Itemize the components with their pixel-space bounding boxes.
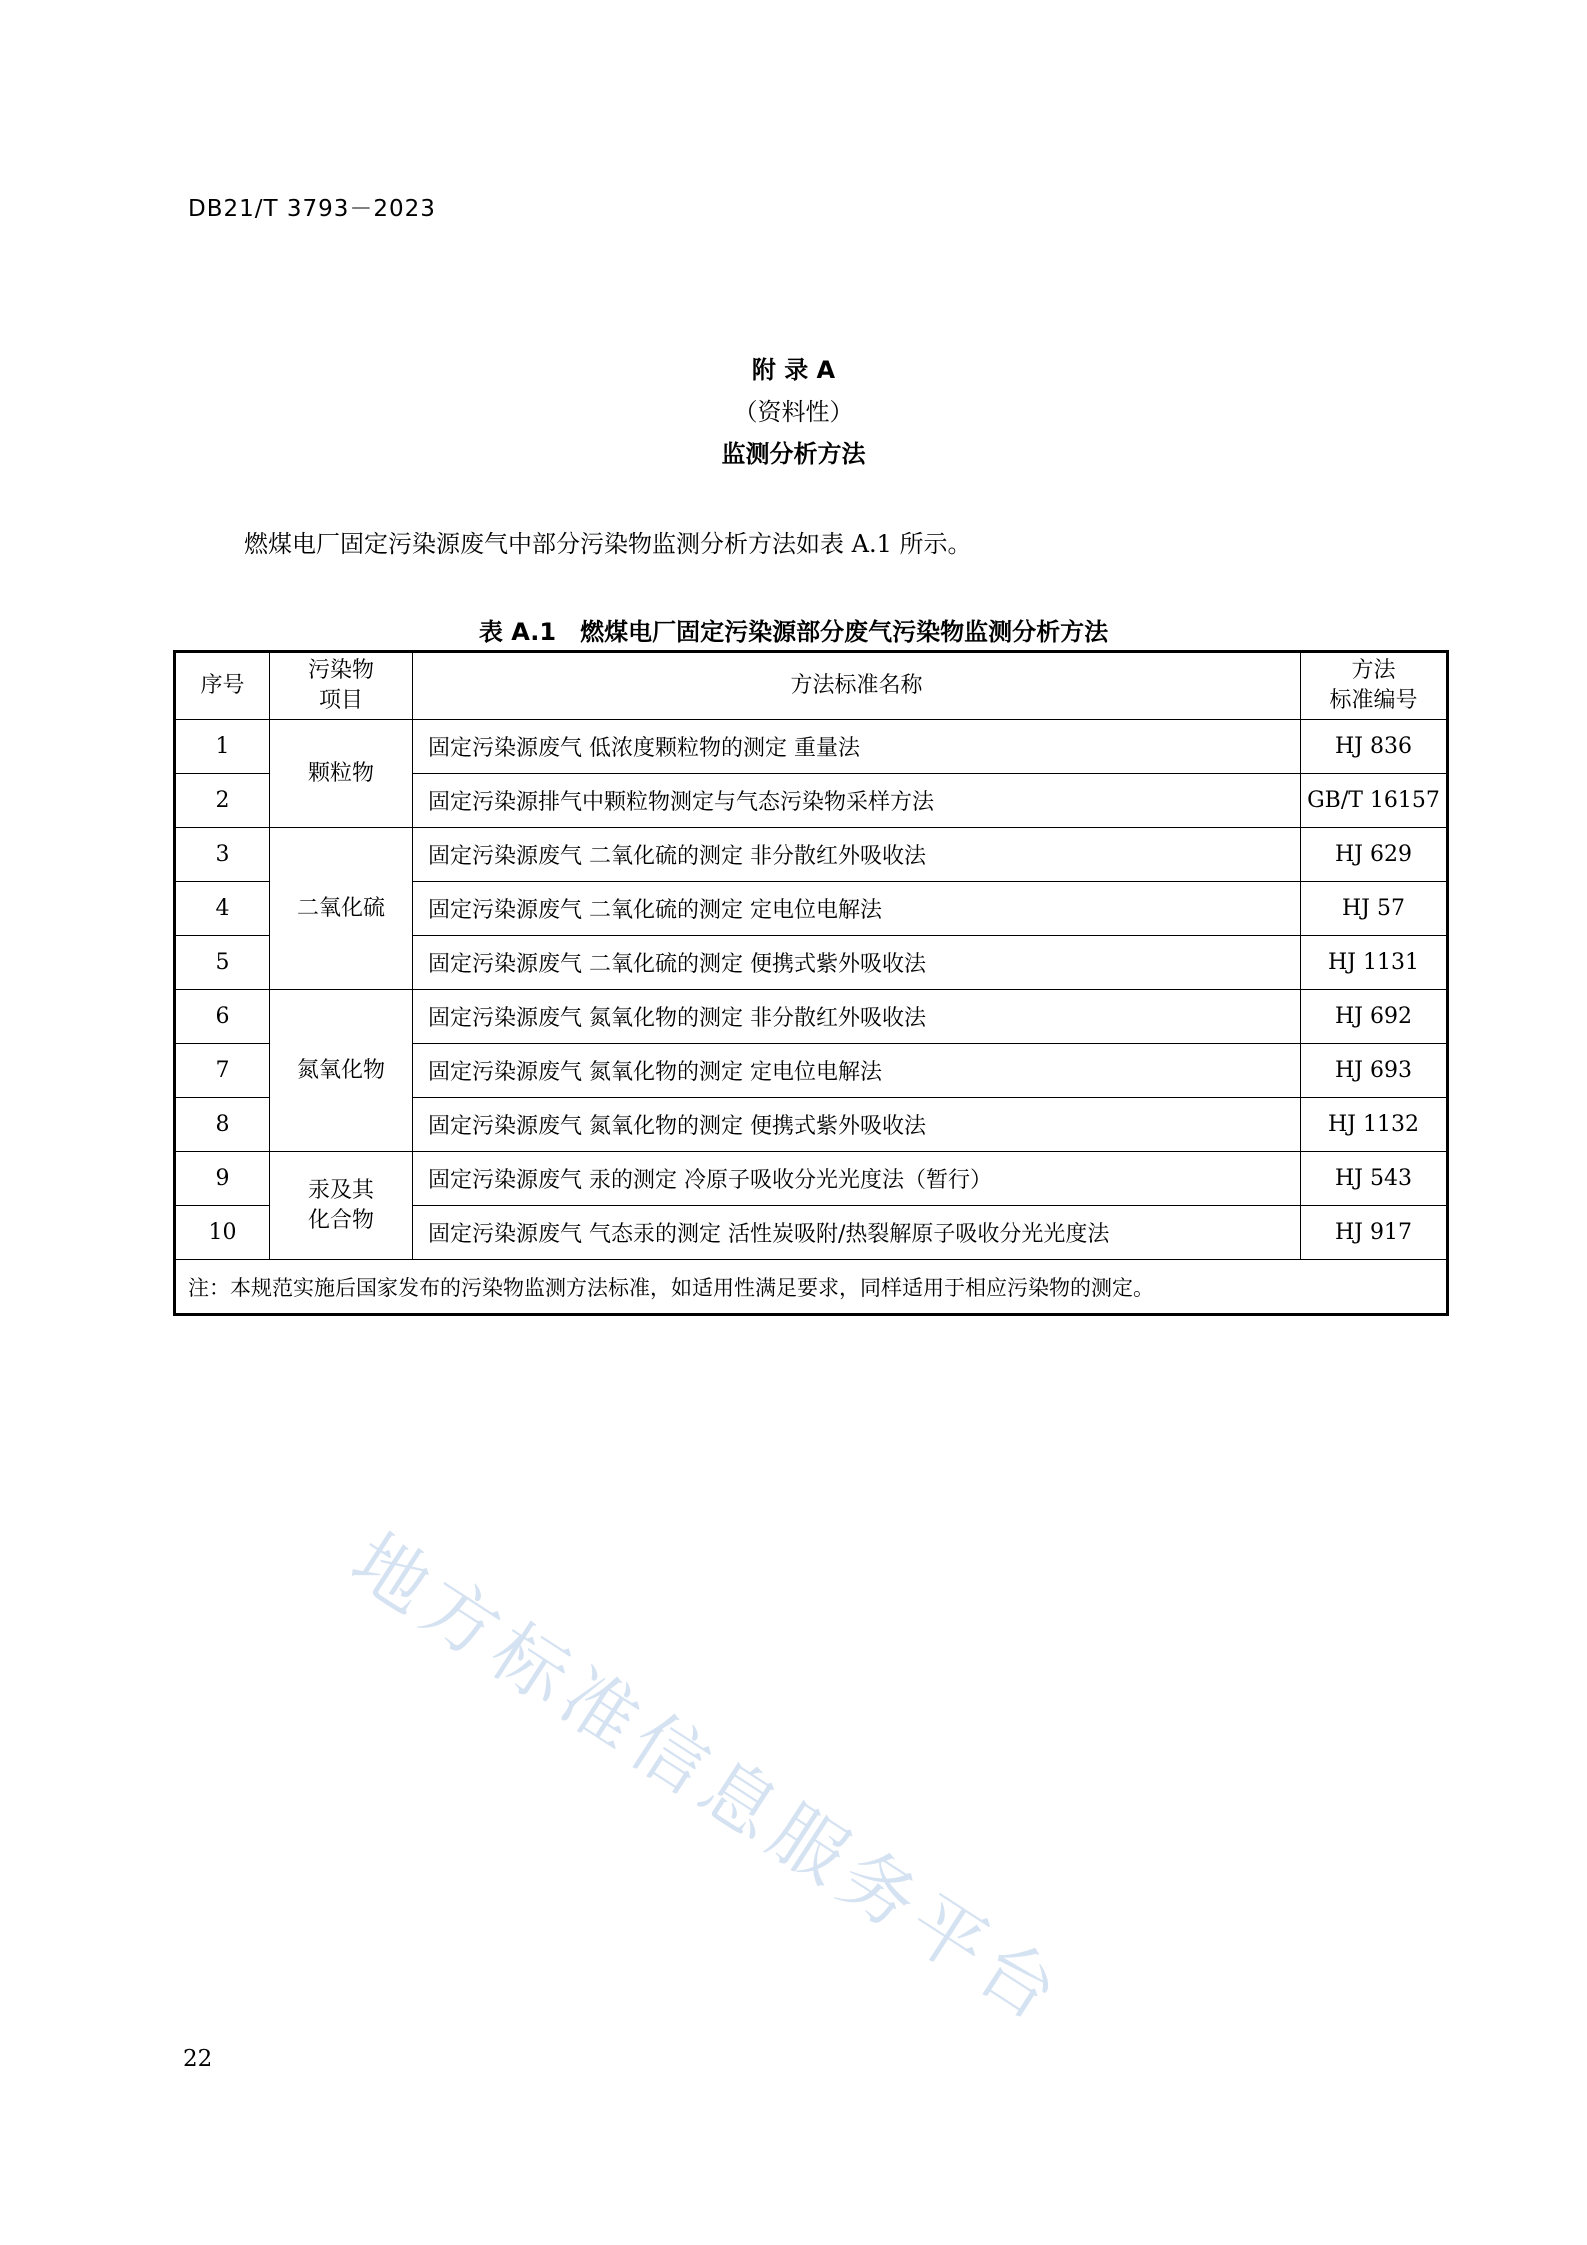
row-no: 10 <box>175 1206 270 1260</box>
row-method-code: HJ 1131 <box>1301 936 1448 990</box>
header-name: 方法标准名称 <box>413 652 1301 720</box>
appendix-nature: （资料性） <box>733 398 854 426</box>
table-note: 注：本规范实施后国家发布的污染物监测方法标准，如适用性满足要求，同样适用于相应污染物的测定。 <box>175 1260 1448 1315</box>
row-method-name: 固定污染源废气 二氧化硫的测定 定电位电解法 <box>413 882 1301 936</box>
row-method-code: HJ 1132 <box>1301 1098 1448 1152</box>
row-no: 4 <box>175 882 270 936</box>
row-no: 1 <box>175 720 270 774</box>
intro-paragraph: 燃煤电厂固定污染源废气中部分污染物监测分析方法如表 A.1 所示。 <box>244 530 972 558</box>
header-code <box>1301 652 1448 720</box>
header-no: 序号 <box>175 652 270 720</box>
row-method-name: 固定污染源排气中颗粒物测定与气态污染物采样方法 <box>413 774 1301 828</box>
group-item-line1: 二氧化硫 <box>296 895 385 921</box>
methods-table <box>173 650 1449 1316</box>
group-item <box>270 828 413 990</box>
group-item <box>270 720 413 828</box>
row-method-name: 固定污染源废气 二氧化硫的测定 非分散红外吸收法 <box>413 828 1301 882</box>
table-header-row <box>175 652 1448 720</box>
appendix-title: 附 录 A <box>751 356 836 384</box>
row-no: 3 <box>175 828 270 882</box>
row-method-name: 固定污染源废气 汞的测定 冷原子吸收分光光度法（暂行） <box>413 1152 1301 1206</box>
row-no: 2 <box>175 774 270 828</box>
row-method-code: HJ 57 <box>1301 882 1448 936</box>
header-code-line2: 标准编号 <box>1329 688 1418 713</box>
group-item <box>270 1152 413 1260</box>
table-caption: 表 A.1 燃煤电厂固定污染源部分废气污染物监测分析方法 <box>478 618 1109 646</box>
table-row <box>175 828 1448 882</box>
row-method-code: HJ 543 <box>1301 1152 1448 1206</box>
row-method-code: HJ 917 <box>1301 1206 1448 1260</box>
group-item <box>270 990 413 1152</box>
row-method-code: HJ 629 <box>1301 828 1448 882</box>
group-item-line1: 颗粒物 <box>307 760 374 786</box>
table-row <box>175 720 1448 774</box>
row-method-code: GB/T 16157 <box>1301 774 1448 828</box>
row-no: 7 <box>175 1044 270 1098</box>
row-method-name: 固定污染源废气 低浓度颗粒物的测定 重量法 <box>413 720 1301 774</box>
row-method-name: 固定污染源废气 氮氧化物的测定 便携式紫外吸收法 <box>413 1098 1301 1152</box>
row-method-code: HJ 693 <box>1301 1044 1448 1098</box>
row-method-name: 固定污染源废气 氮氧化物的测定 定电位电解法 <box>413 1044 1301 1098</box>
row-method-code: HJ 836 <box>1301 720 1448 774</box>
header-item-line1: 污染物 <box>307 658 374 683</box>
watermark: 地方标准信息服务平台 <box>336 1517 1080 2042</box>
appendix-subject: 监测分析方法 <box>721 440 866 468</box>
row-method-name: 固定污染源废气 氮氧化物的测定 非分散红外吸收法 <box>413 990 1301 1044</box>
row-no: 5 <box>175 936 270 990</box>
group-item-line2: 化合物 <box>307 1207 374 1233</box>
row-no: 6 <box>175 990 270 1044</box>
page-number: 22 <box>183 2046 213 2072</box>
header-item-line2: 项目 <box>318 688 363 713</box>
row-no: 9 <box>175 1152 270 1206</box>
document-number: DB21/T 3793－2023 <box>188 196 436 222</box>
table-row <box>175 1152 1448 1206</box>
row-method-name: 固定污染源废气 二氧化硫的测定 便携式紫外吸收法 <box>413 936 1301 990</box>
header-item <box>270 652 413 720</box>
row-no: 8 <box>175 1098 270 1152</box>
group-item-line1: 汞及其 <box>307 1177 374 1203</box>
row-method-code: HJ 692 <box>1301 990 1448 1044</box>
table-note-row <box>175 1260 1448 1315</box>
row-method-name: 固定污染源废气 气态汞的测定 活性炭吸附/热裂解原子吸收分光光度法 <box>413 1206 1301 1260</box>
table-row <box>175 990 1448 1044</box>
header-code-line1: 方法 <box>1351 658 1396 683</box>
group-item-line1: 氮氧化物 <box>296 1057 385 1083</box>
